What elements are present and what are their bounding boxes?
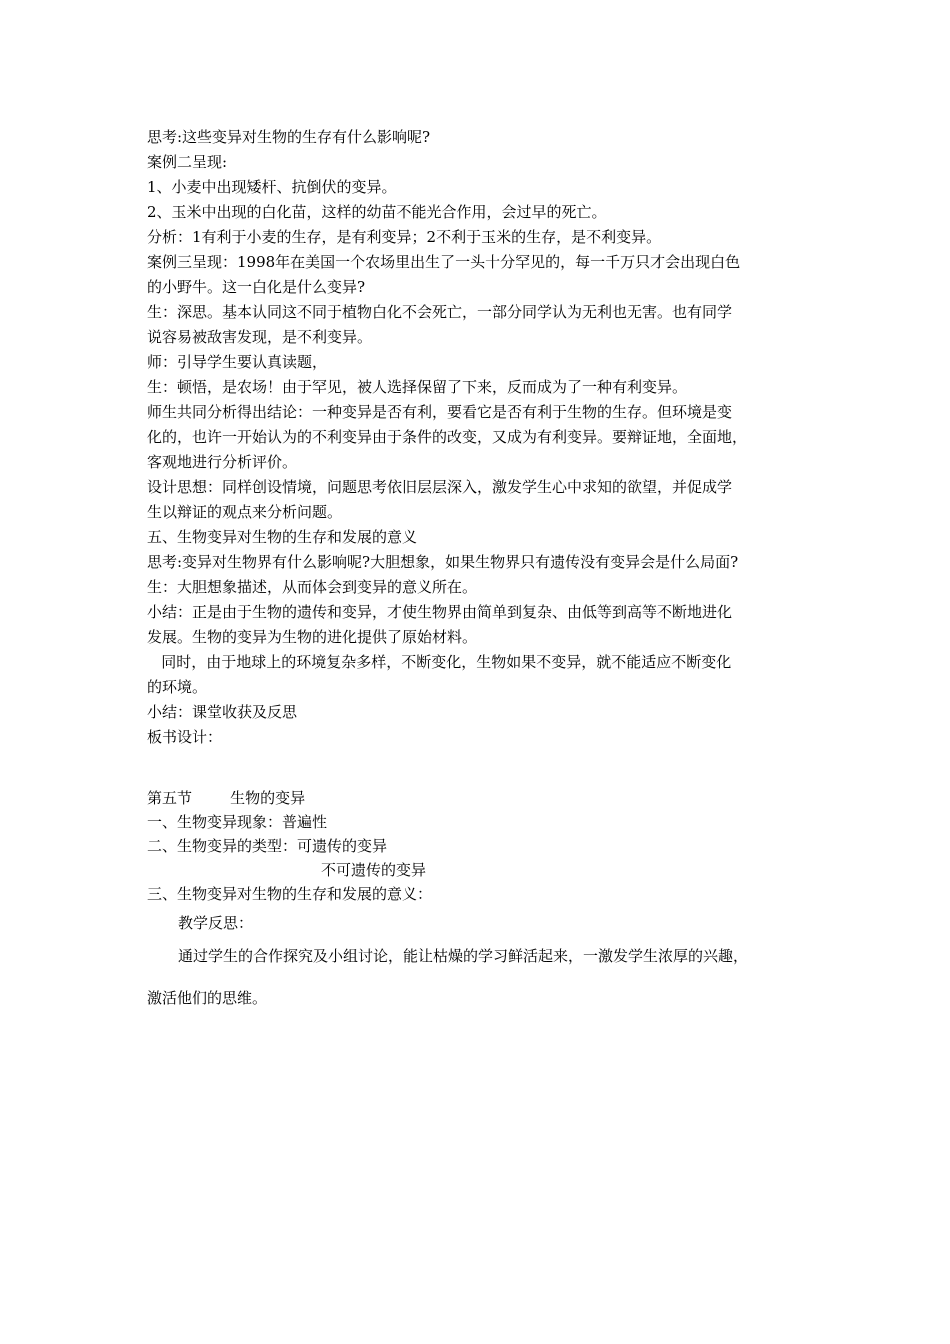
board-line: 三、生物变异对生物的生存和发展的意义：	[147, 885, 433, 903]
reflection-text: 通过学生的合作探究及小组讨论，能让枯燥的学习鲜活起来，一激发学生浓厚的兴趣，	[178, 947, 749, 965]
text-line: 师：引导学生要认真读题，	[147, 353, 328, 371]
text-line: 1、小麦中出现矮杆、抗倒伏的变异。	[147, 178, 397, 196]
reflection-text: 激活他们的思维。	[147, 989, 268, 1007]
text-line: 客观地进行分析评价。	[147, 453, 298, 471]
text-line: 的环境。	[147, 678, 208, 696]
text-line: 分析：1有利于小麦的生存，是有利变异；2不利于玉米的生存，是不利变异。	[147, 228, 662, 246]
section-heading: 五、生物变异对生物的生存和发展的意义	[147, 528, 418, 546]
text-line: 思考:这些变异对生物的生存有什么影响呢?	[147, 128, 431, 146]
board-line: 二、生物变异的类型：可遗传的变异	[147, 837, 388, 855]
text-line: 同时，由于地球上的环境复杂多样，不断变化，生物如果不变异，就不能适应不断变化	[147, 653, 732, 671]
board-line: 一、生物变异现象：普遍性	[147, 813, 328, 831]
text-line: 设计思想：同样创设情境，问题思考依旧层层深入，激发学生心中求知的欲望，并促成学	[147, 478, 733, 496]
reflection-heading: 教学反思：	[178, 914, 254, 932]
text-line: 小结：课堂收获及反思	[147, 703, 298, 721]
text-line: 板书设计：	[147, 728, 223, 746]
text-line: 2、玉米中出现的白化苗，这样的幼苗不能光合作用，会过早的死亡。	[147, 203, 607, 221]
text-line: 生以辩证的观点来分析问题。	[147, 503, 343, 521]
text-line: 化的，也许一开始认为的不利变异由于条件的改变，又成为有利变异。要辩证地，全面地，	[147, 428, 748, 446]
text-line: 说容易被敌害发现，是不利变异。	[147, 328, 373, 346]
text-line: 案例三呈现：1998年在美国一个农场里出生了一头十分罕见的，每一千万只才会出现白色	[147, 253, 741, 271]
text-line: 生：深思。基本认同这不同于植物白化不会死亡，一部分同学认为无利也无害。也有同学	[147, 303, 733, 321]
board-title: 第五节 生物的变异	[147, 789, 306, 807]
text-line: 发展。生物的变异为生物的进化提供了原始材料。	[147, 628, 478, 646]
text-line: 案例二呈现:	[147, 153, 228, 171]
text-line: 生：顿悟，是农场！由于罕见，被人选择保留了下来，反而成为了一种有利变异。	[147, 378, 688, 396]
board-line: 不可遗传的变异	[321, 861, 427, 879]
text-line: 小结：正是由于生物的遗传和变异，才使生物界由简单到复杂、由低等到高等不断地进化	[147, 603, 733, 621]
text-line: 生：大胆想象描述，从而体会到变异的意义所在。	[147, 578, 478, 596]
text-line: 思考:变异对生物界有什么影响呢?大胆想象，如果生物界只有遗传没有变异会是什么局面?	[147, 553, 739, 571]
text-line: 的小野牛。这一白化是什么变异?	[147, 278, 366, 296]
text-line: 师生共同分析得出结论：一种变异是否有利，要看它是否有利于生物的生存。但环境是变	[147, 403, 733, 421]
